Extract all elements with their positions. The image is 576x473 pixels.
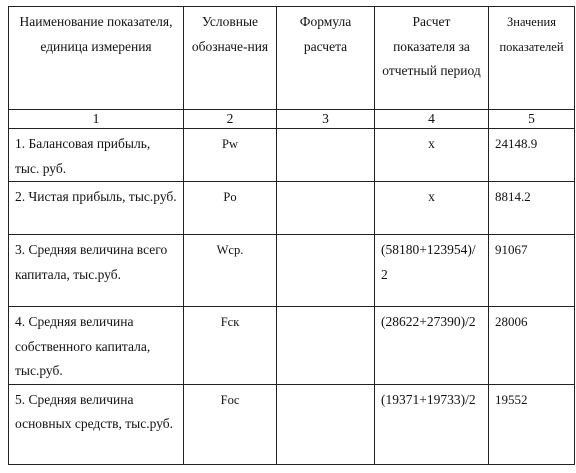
table-header-row	[9, 7, 575, 110]
table-row	[9, 235, 575, 307]
indicator-symbol: Foc	[184, 384, 277, 464]
table-row	[9, 129, 575, 182]
indicator-calculation: (19371+19733)/2	[375, 384, 489, 464]
table-row	[9, 307, 575, 385]
header-values: Значения показателей	[489, 7, 575, 110]
indicators-table	[8, 6, 575, 465]
indicator-name: 4. Средняя величина собственного капитала, тыс.руб.	[9, 307, 184, 385]
column-number: 5	[489, 110, 575, 129]
header-calculation: Расчет показателя за отчетный период	[375, 7, 489, 110]
column-number: 3	[277, 110, 375, 129]
indicator-symbol: Po	[184, 182, 277, 235]
indicator-name: 1. Балансовая прибыль, тыс. руб.	[9, 129, 184, 182]
header-formula: Формула расчета	[277, 7, 375, 110]
header-indicator-name: Наименование показателя, единица измерения	[9, 7, 184, 110]
indicator-name: 3. Средняя величина всего капитала, тыс.руб.	[9, 235, 184, 307]
indicator-value: 24148.9	[489, 129, 575, 182]
indicator-formula	[277, 129, 375, 182]
indicator-value: 19552	[489, 384, 575, 464]
indicator-calculation: (28622+27390)/2	[375, 307, 489, 385]
table-row	[9, 384, 575, 464]
column-number: 2	[184, 110, 277, 129]
indicator-formula	[277, 182, 375, 235]
indicator-name: 2. Чистая прибыль, тыс.руб.	[9, 182, 184, 235]
table-row	[9, 182, 575, 235]
indicator-formula	[277, 307, 375, 385]
indicator-formula	[277, 384, 375, 464]
indicator-value: 28006	[489, 307, 575, 385]
indicator-symbol: Pw	[184, 129, 277, 182]
indicator-calculation: x	[375, 182, 489, 235]
indicator-symbol: Wcp.	[184, 235, 277, 307]
indicator-formula	[277, 235, 375, 307]
header-symbol: Условные обозначе-ния	[184, 7, 277, 110]
column-number: 1	[9, 110, 184, 129]
column-number: 4	[375, 110, 489, 129]
indicator-value: 91067	[489, 235, 575, 307]
indicator-name: 5. Средняя величина основных средств, тыс.руб.	[9, 384, 184, 464]
indicator-symbol: Fск	[184, 307, 277, 385]
indicator-calculation: (58180+123954)/2	[375, 235, 489, 307]
indicator-calculation: x	[375, 129, 489, 182]
indicator-value: 8814.2	[489, 182, 575, 235]
column-number-row	[9, 110, 575, 129]
